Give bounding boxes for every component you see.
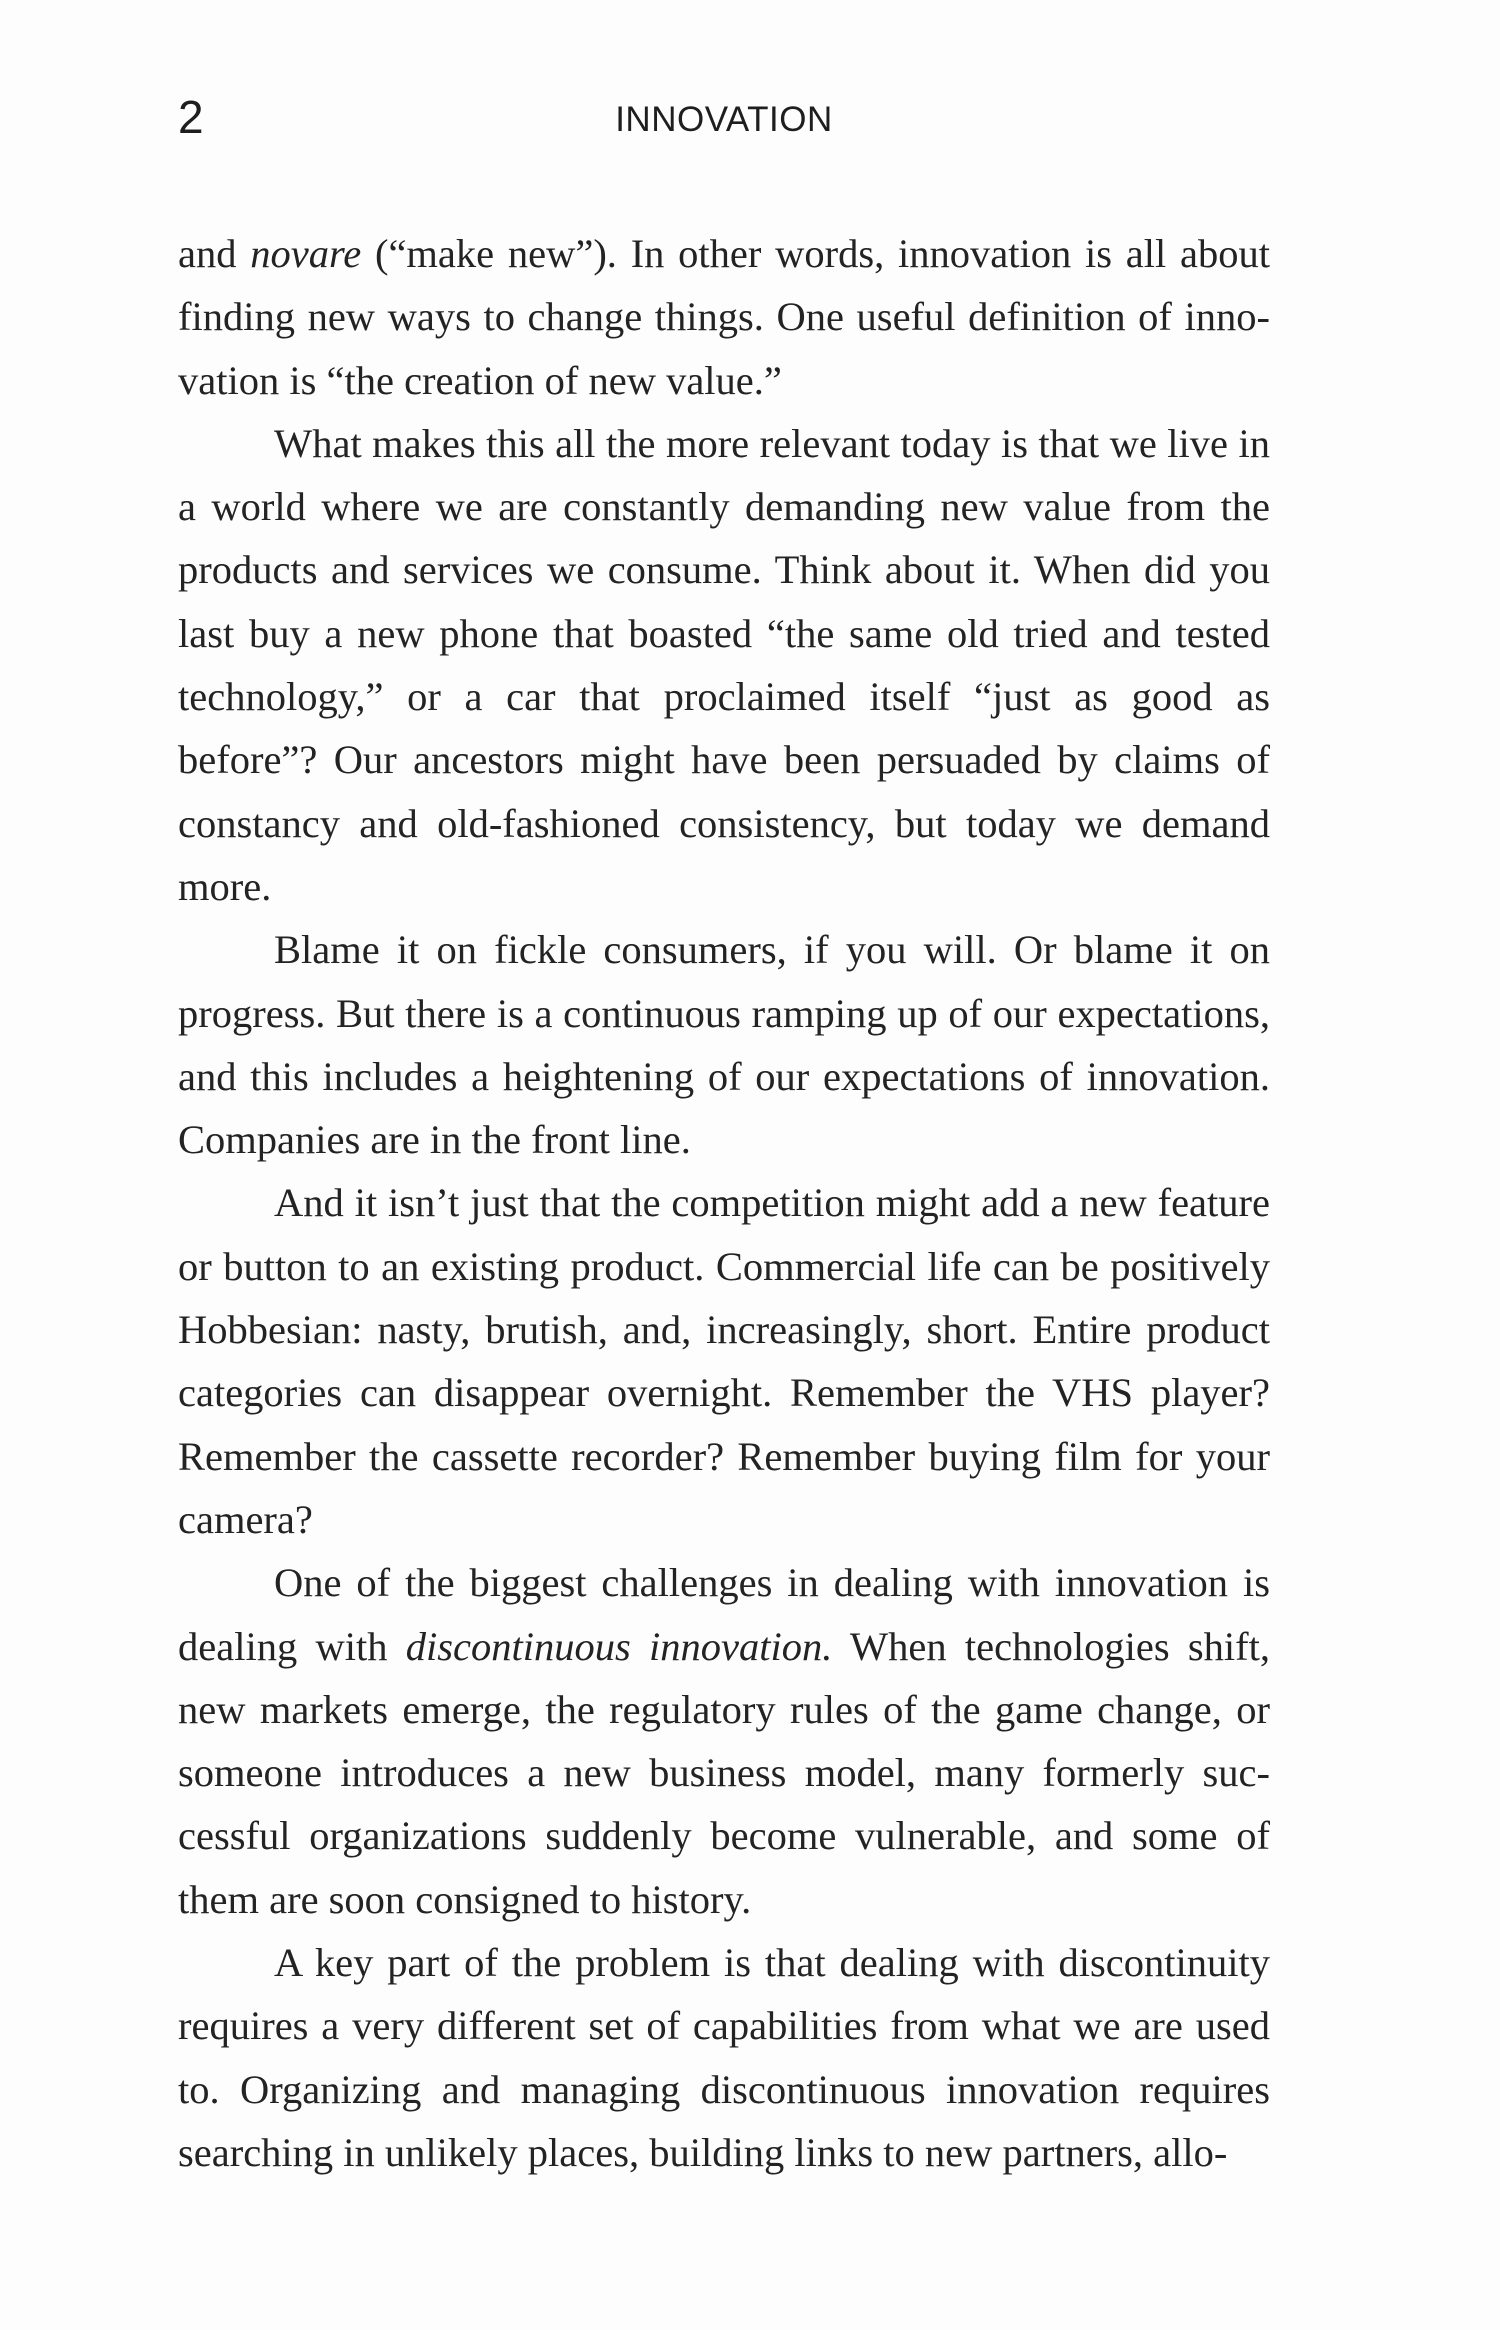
text-segment: What makes this all the more relevant today is that we live in a world where we are constantly demanding new value from the products and services we consume. Think about it. When did you last buy a new phone that boasted “the same old tried and tested technology,” or a car that proclaimed itself “just as good as before”? Our ancestors might have been persuaded by claims of constancy and old-fashioned consistency, but today we demand more. bbox=[178, 420, 1270, 909]
italic-term: novare bbox=[250, 231, 362, 276]
text-segment: Blame it on fickle consumers, if you will. Or blame it on progress. But there is a continuous ramping up of our expectations, and this includes a heightening of our expectations of innovation. Companies are in the front line. bbox=[178, 927, 1270, 1163]
text-segment: (“make new”). In other words, innovation is all about finding new ways to change things. One useful definition of innovation is “the creation of new value.” bbox=[178, 231, 1270, 403]
page-number: 2 bbox=[178, 91, 204, 143]
text-segment: When technologies shift, new markets emerge, the regulatory rules of the game change, or someone introduces a new business model, many formerly successful organizations suddenly become vulnerable, and some of them are soon consigned to history. bbox=[178, 1623, 1270, 1922]
paragraph-1 bbox=[178, 222, 1270, 412]
italic-term: discontinuous innovation. bbox=[405, 1623, 833, 1669]
running-title: INNOVATION bbox=[615, 100, 833, 139]
text-segment: One of the biggest challenges in dealing with innovation is dealing with bbox=[178, 1560, 1270, 1669]
text-segment: and bbox=[178, 231, 251, 276]
text-segment: And it isn’t just that the competition might add a new feature or button to an existing product. Commercial life can be positively Hobbesian: nasty, brutish, and, increasingly, short. Entire product categories can disappear overnight. Remember the VHS player? Remember the cassette recorder? Remember buying film for your camera? bbox=[178, 1180, 1270, 1542]
paragraph-3 bbox=[178, 918, 1270, 1171]
running-head bbox=[178, 82, 1270, 152]
text-segment: A key part of the problem is that dealing with discontinuity requires a very different set of capabilities from what we are used to. Organizing and managing discontinuous innovation requires searching in unlikely places, building links to new partners, allo- bbox=[178, 1940, 1270, 2175]
paragraph-4 bbox=[178, 1171, 1270, 1551]
paragraph-2 bbox=[178, 412, 1270, 918]
body-text bbox=[178, 222, 1270, 2184]
paragraph-5 bbox=[178, 1551, 1270, 1931]
paragraph-6 bbox=[178, 1931, 1270, 2184]
